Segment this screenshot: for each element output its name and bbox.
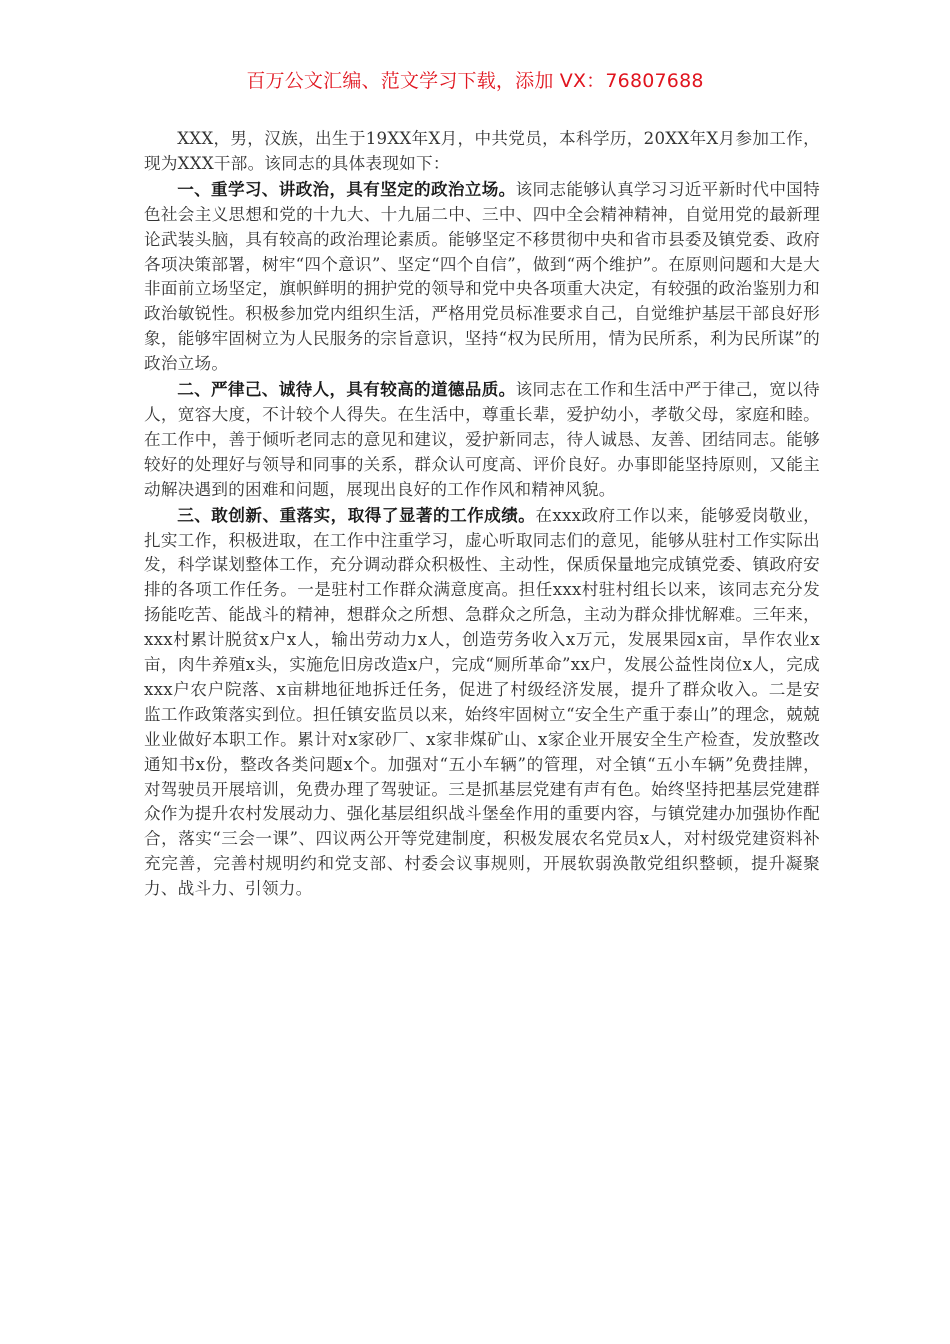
section-3-body: 在xxx政府工作以来，能够爱岗敬业，扎实工作，积极进取，在工作中注重学习，虚心听取同志们的意见，能够从驻村工作实际出发，科学谋划整体工作，充分调动群众积极性、主动性，保质保量地完成镇党委、镇政府安排的各项工作任务。一是驻村工作群众满意度高。担任xxx村驻村组长以来，该同志充分发扬能吃苦、能战斗的精神，想群众之所想、急群众之所急，主动为群众排忧解难。三年来，xxx村累计脱贫x户x人，输出劳动力x人，创造劳务收入x万元，发展果园x亩，旱作农业x亩，肉牛养殖x头，实施危旧房改造x户，完成“厕所革命”xx户，发展公益性岗位x人，完成xxx户农户院落、x亩耕地征地拆迁任务，促进了村级经济发展，提升了群众收入。二是安监工作政策落实到位。担任镇安监员以来，始终牢固树立“安全生产重于泰山”的理念，兢兢业业做好本职工作。累计对x家砂厂、x家非煤矿山、x家企业开展安全生产检查，发放整改通知书x份，整改各类问题x个。加强对“五小车辆”的管理，对全镇“五小车辆”免费挂牌，对驾驶员开展培训，免费办理了驾驶证。三是抓基层党建有声有色。始终坚持把基层党建群众作为提升农村发展动力、强化基层组织战斗堡垒作用的重要内容，与镇党建办加强协作配合，落实“三会一课”、四议两公开等党建制度，积极发展农名党员x人，对村级党建资料补充完善，完善村规明约和党支部、村委会议事规则，开展软弱涣散党组织整顿，提升凝聚力、战斗力、引领力。	[144, 505, 820, 899]
section-1-body: 该同志能够认真学习习近平新时代中国特色社会主义思想和党的十九大、十九届二中、三中、四中全会精神精神，自觉用党的最新理论武装头脑，具有较高的政治理论素质。能够坚定不移贯彻中央和省市县委及镇党委、政府各项决策部署，树牢“四个意识”、坚定“四个自信”，做到“两个维护”。在原则问题和大是大非面前立场坚定，旗帜鲜明的拥护党的领导和党中央各项重大决定，有较强的政治鉴别力和政治敏锐性。积极参加党内组织生活，严格用党员标准要求自己，自觉维护基层干部良好形象，能够牢固树立为人民服务的宗旨意识，坚持“权为民所用，情为民所系，利为民所谋”的政治立场。	[144, 179, 821, 374]
section-1-paragraph	[144, 177, 820, 377]
section-3-paragraph	[144, 503, 820, 903]
intro-paragraph: XXX，男，汉族，出生于19XX年X月，中共党员，本科学历，20XX年X月参加工作，现为XXX干部。该同志的具体表现如下：	[144, 129, 820, 173]
section-2-body: 该同志在工作和生活中严于律己，宽以待人，宽容大度，不计较个人得失。在生活中，尊重长辈，爱护幼小，孝敬父母，家庭和睦。在工作中，善于倾听老同志的意见和建议，爱护新同志，待人诚恳、友善、团结同志。能够较好的处理好与领导和同事的关系，群众认可度高、评价良好。办事即能坚持原则，又能主动解决遇到的困难和问题，展现出良好的工作作风和精神风貌。	[144, 380, 821, 499]
section-2-paragraph	[144, 377, 820, 503]
download-banner: 百万公文汇编、范文学习下载，添加 VX：76807688	[246, 70, 704, 92]
document-body	[144, 127, 820, 902]
section-3-heading: 三、敢创新、重落实，取得了显著的工作成绩。	[177, 504, 536, 525]
section-2-heading: 二、严律己、诚待人，具有较高的道德品质。	[177, 379, 516, 400]
section-1-heading: 一、重学习、讲政治，具有坚定的政治立场。	[177, 178, 516, 199]
